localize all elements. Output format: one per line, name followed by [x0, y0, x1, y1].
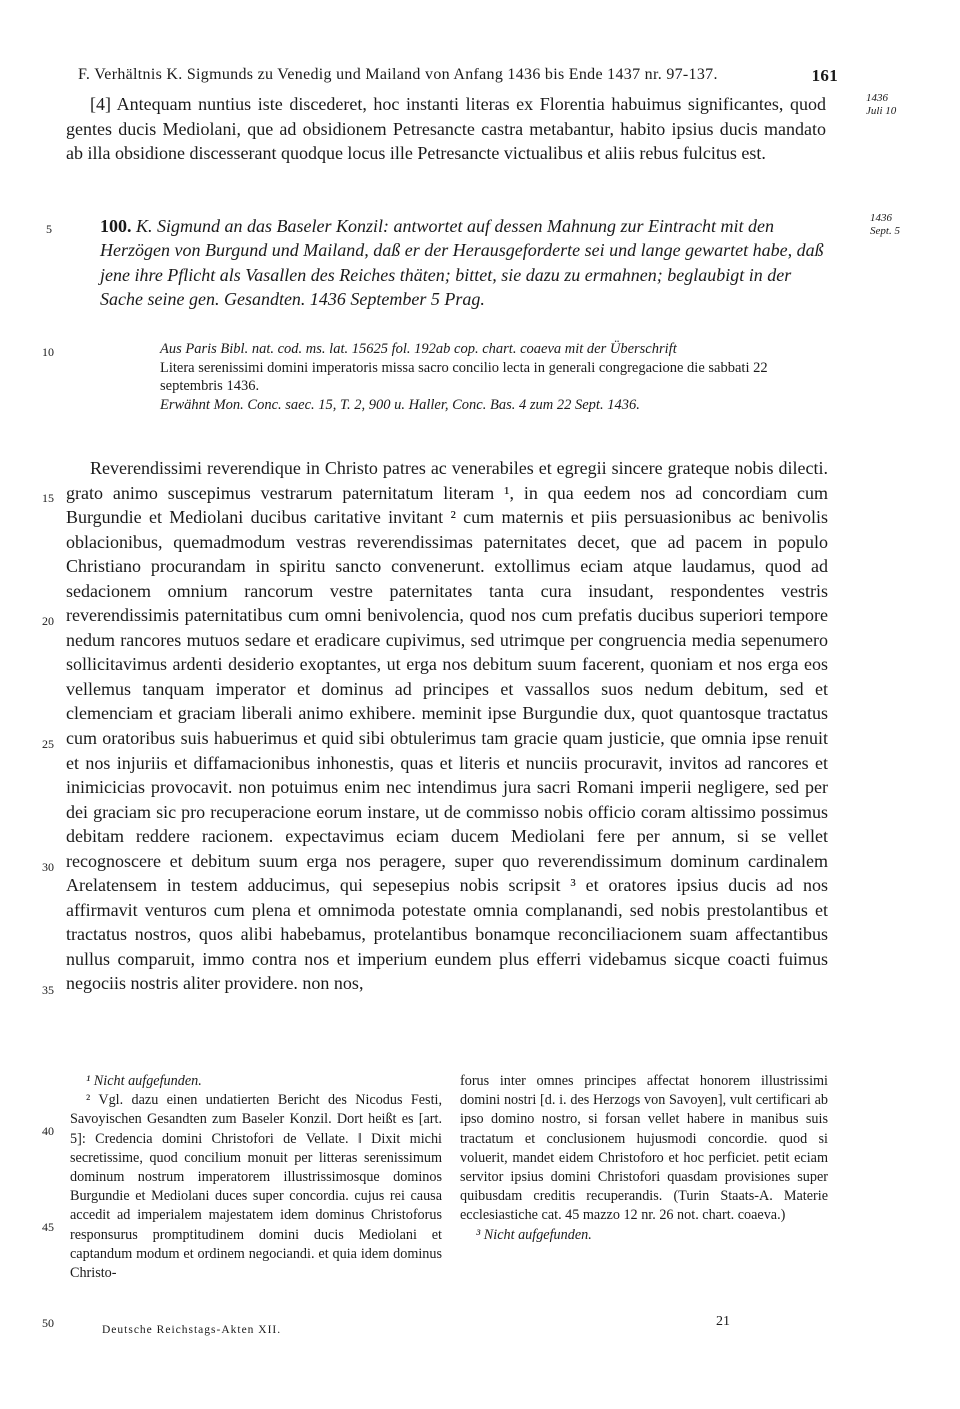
footnote-1: ¹ Nicht aufgefunden. [86, 1073, 202, 1089]
section-4-text: [4] Antequam nuntius iste discederet, hoc instanti literas ex Florentia habuimus significantes, quod gentes ducis Mediolani, que ad obsidionem Petresancte castra metabantur, habito ipsius ducis mandato ab illa obsidione discesserant quodque locus ille Petresancte victualibus et aliis rebus fulcitus est. [66, 94, 826, 164]
line-number: 35 [42, 983, 54, 997]
source-heading-text: Litera serenissimi domini imperatoris missa sacro concilio lecta in generali congregacione die sabbati 22 septembris 1436. [160, 359, 768, 395]
line-number: 10 [42, 345, 54, 359]
line-number: 30 [42, 860, 54, 874]
margin-note-date-1 [866, 92, 896, 118]
footnotes-left-column [70, 1072, 442, 1283]
footnote-2-continued: forus inter omnes principes affectat honorem illustrissimi domini nostri [d. i. des Herzogs von Savoyen], vult certificari ab ipso domino nostro, si forsan vellet habere in manibus suis tractatum et conclusionem hujusmodi concordie. quod si voluerit, mandet eidem Christoforo et hoc perficiet. petit eciam servitor ipsius domini Christofori quasdam provisiones super quibusdam creditis recuperandis. (Turin Staats-A. Materie ecclesiastiche cat. 45 mazzo 12 nr. 26 not. chart. coaeva.) [460, 1073, 828, 1224]
letter-text [66, 456, 828, 996]
line-number: 15 [42, 491, 54, 505]
line-number: 45 [42, 1220, 54, 1234]
running-header [78, 66, 838, 84]
margin-note-date-2 [870, 212, 900, 238]
entry-regest: K. Sigmund an das Baseler Konzil: antwortet auf dessen Mahnung zur Eintracht mit den Herzögen von Burgund und Mailand, daß er der Herausgeforderte sei und lange gewartet habe, daß jene ihre Pflicht als Vasallen des Reiches thäten; bittet, sie dazu zu ermahnen; beglaubigt in der Sache seine gen. Gesandten. 1436 September 5 Prag. [100, 216, 824, 310]
signature-mark: 21 [716, 1314, 730, 1329]
footnotes-right-column [460, 1072, 828, 1245]
section-4-paragraph [66, 92, 826, 166]
margin-note-year: 1436 [866, 92, 888, 104]
sheet-title: Deutsche Reichstags-Akten XII. [102, 1324, 282, 1336]
running-title: F. Verhältnis K. Sigmunds zu Venedig und Mailand von Anfang 1436 bis Ende 1437 nr. 97-137. [78, 66, 718, 83]
page-number: 161 [811, 66, 838, 85]
footnote-3: ³ Nicht aufgefunden. [476, 1226, 592, 1243]
line-number: 50 [42, 1316, 54, 1330]
entry-number: 100. [100, 216, 132, 236]
margin-note-day: Sept. 5 [870, 225, 900, 237]
line-number: 25 [42, 737, 54, 751]
letter-paragraph: Reverendissimi reverendique in Christo patres ac venerabiles et egregii sincere grateque nobis dilecti. grato animo suscepimus vestrarum paternitatum literam ¹, in qua eedem nos ad concordiam cum Burgundie et Mediolani ducibus caritative invitant ² cum maternis et piis persuasionibus ac benivolis oblacionibus, quemadmodum vestras reverendissimas paternitates decet, que ad pacem in populo Christiano procurandam in spiritu sancto convenerunt. extollimus eciam atque laudamus, quod ad sedacionem omnium rancorum vestre paternitates tanta cura insudant, respondentes vestris reverendissimis paternitatibus cum omni benivolencia, quod nos cum prefatis ducibus superiori tempore nedum rancores mutuos sedare et eradicare cupivimus, sed utrimque per congruencia media sepenumero sollicitavimus ardenti desiderio exoptantes, ut erga nos debitum suum facerent, quoniam et nos erga eos vellemus tanquam imperator et dominus ad principes et vassallos suos nedum debitum, sed et clemenciam et graciam liberali animo exhibere. meminit ipse Burgundie dux, quot quantosque tractatus cum oratoribus suis habuerimus et quid sibi obtulerimus tam gracie quam justicie, que omnia ipse renuit et nos injuriis et diffamacionibus inhonestis, quas et literis et nunciis procuravit, invitos ad rancores et inimicicias provocavit. non potuimus enim nec intendimus jura sacri Romani imperii negligere, sed per dei graciam sic pro recuperacione eorum instare, ut de commisso nobis officio coram altissimo possimus debitam reddere racionem. expectavimus eciam ducem Mediolani fere per annum, si se vellet recognoscere et debitum suum erga nos peragere, super quo reverendissimum dominum cardinalem Arelatensem in testem adducimus, qui sepesepius nobis scripsit ³ et oratores ipsius ducis ad nos affirmavit venturos cum plena et omnimoda potestate omnia complanandi, sed nobis prestolantibus et tractatus nostros, quos alibi habebamus, protelantibus bonamque reconciliacionem suam affectantibus nullus comparuit, immo contra nos et imperium eundem plus efferri videbamus sicque coacti fuimus negociis nostris aliter providere. non nos, [66, 458, 828, 994]
source-mentions: Erwähnt Mon. Conc. saec. 15, T. 2, 900 u. Haller, Conc. Bas. 4 zum 22 Sept. 1436. [160, 396, 640, 413]
footnote-2: ² Vgl. dazu einen undatierten Bericht des Nicodus Festi, Savoyischen Gesandten zum Baseler Konzil. Dort heißt es [art. 5]: Credencia domini Christofori de Vellate. ‖ Dixit michi secretissime, quod concilium monuit per litteras serenissimum dominum nostrum imperatorem illustrissimosque dominos Burgundie et Mediolani duces super concordia. cujus rei causa accedit ad imperialem majestatem idem dominus Christoforus responsurus promptitudinem domini ducis Mediolani et captandum modum et ordinem negociandi. et quia idem dominus Christo- [70, 1092, 442, 1282]
document-entry-100 [100, 214, 824, 312]
line-number: 5 [46, 222, 52, 236]
margin-note-year: 1436 [870, 212, 892, 224]
line-number: 40 [42, 1124, 54, 1138]
source-apparatus [160, 340, 828, 414]
line-number: 20 [42, 614, 54, 628]
margin-note-day: Juli 10 [866, 105, 897, 117]
source-line: Aus Paris Bibl. nat. cod. ms. lat. 15625 fol. 192ab cop. chart. coaeva mit der Überschrift [160, 341, 677, 357]
